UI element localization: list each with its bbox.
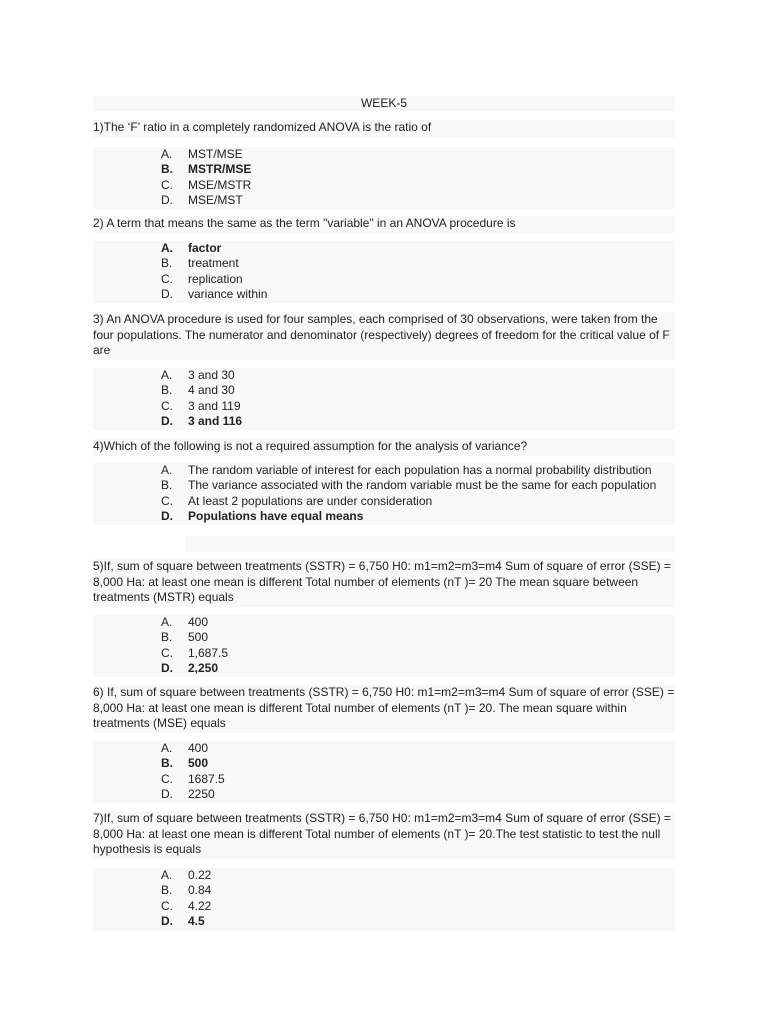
option-letter: C. <box>161 398 173 413</box>
options-q1 <box>93 147 675 209</box>
option-letter: C. <box>161 898 173 913</box>
option-row <box>93 256 675 271</box>
option-letter: A. <box>161 463 173 477</box>
option-row <box>93 661 675 676</box>
option-letter: D. <box>161 914 173 929</box>
option-text: 2,250 <box>188 661 219 676</box>
option-row <box>93 772 675 787</box>
option-list <box>93 615 675 677</box>
option-text: The variance associated with the random variable must be the same for each population <box>188 478 657 493</box>
option-text: MSE/MSTR <box>188 177 252 192</box>
option-text: MSE/MST <box>188 193 243 208</box>
option-row <box>93 287 675 302</box>
option-list <box>93 241 675 303</box>
option-row <box>93 193 675 208</box>
option-text: 4.22 <box>188 898 212 913</box>
option-row <box>93 463 675 478</box>
option-letter: B. <box>161 478 173 493</box>
option-letter: B. <box>161 883 173 898</box>
option-letter: B. <box>161 383 173 398</box>
option-letter: C. <box>161 177 173 192</box>
option-list <box>93 368 675 430</box>
option-row <box>93 868 675 883</box>
option-row <box>93 615 675 630</box>
option-text: 500 <box>188 630 209 645</box>
option-row <box>93 241 675 256</box>
option-text: 3 and 116 <box>188 414 243 429</box>
options-q3 <box>93 368 675 430</box>
option-letter: C. <box>161 771 173 786</box>
option-text: 1687.5 <box>188 771 225 786</box>
options-q5 <box>93 615 675 677</box>
option-row <box>93 509 675 524</box>
option-row <box>93 383 675 398</box>
option-text: replication <box>188 271 243 286</box>
option-letter: A. <box>161 147 173 161</box>
option-text: Populations have equal means <box>188 509 364 524</box>
question-7: 7)If, sum of square between treatments (SSTR) = 6,750 H0: m1=m2=m3=m4 Sum of square of error (SSE) = 8,000 Ha: at least one mean is different Total number of elements (nT )= 20.The test statistic to test the null hypothesis is equals <box>93 811 675 859</box>
option-text: 4 and 30 <box>188 383 235 398</box>
option-text: 0.84 <box>188 883 212 898</box>
option-row <box>93 646 675 661</box>
option-row <box>93 399 675 414</box>
option-row <box>93 147 675 162</box>
options-q4 <box>93 463 675 525</box>
option-letter: B. <box>161 756 173 771</box>
option-letter: D. <box>161 287 173 302</box>
option-letter: D. <box>161 193 173 208</box>
option-letter: C. <box>161 493 173 508</box>
question-4: 4)Which of the following is not a required assumption for the analysis of variance? <box>93 439 675 456</box>
option-text: 400 <box>188 741 209 755</box>
option-row <box>93 756 675 771</box>
option-text: 1,687.5 <box>188 645 229 660</box>
option-letter: A. <box>161 368 173 382</box>
option-row <box>93 178 675 193</box>
option-text: MSTR/MSE <box>188 162 252 177</box>
question-2: 2) A term that means the same as the term "variable" in an ANOVA procedure is <box>93 216 675 233</box>
option-text: 400 <box>188 615 209 629</box>
options-q2 <box>93 241 675 303</box>
option-letter: A. <box>161 868 173 882</box>
options-q6 <box>93 741 675 803</box>
option-letter: D. <box>161 414 173 429</box>
option-text: 4.5 <box>188 914 205 929</box>
option-text: At least 2 populations are under consideration <box>188 493 433 508</box>
option-text: MST/MSE <box>188 147 243 161</box>
option-list <box>93 868 675 930</box>
option-text: treatment <box>188 256 239 271</box>
option-text: 500 <box>188 756 209 771</box>
option-row <box>93 494 675 509</box>
option-letter: B. <box>161 162 173 177</box>
option-row <box>93 883 675 898</box>
option-list <box>93 463 675 525</box>
option-letter: B. <box>161 256 173 271</box>
option-row <box>93 899 675 914</box>
option-letter: B. <box>161 630 173 645</box>
option-letter: D. <box>161 509 173 524</box>
question-6: 6) If, sum of square between treatments (SSTR) = 6,750 H0: m1=m2=m3=m4 Sum of square of error (SSE) = 8,000 Ha: at least one mean is different Total number of elements (nT )= 20. The mean square within treatments (MSE) equals <box>93 685 675 733</box>
option-row <box>93 368 675 383</box>
option-row <box>93 630 675 645</box>
option-letter: D. <box>161 787 173 802</box>
option-letter: C. <box>161 645 173 660</box>
question-5: 5)If, sum of square between treatments (SSTR) = 6,750 H0: m1=m2=m3=m4 Sum of square of error (SSE) = 8,000 Ha: at least one mean is different Total number of elements (nT )= 20 The mean square between treatments (MSTR) equals <box>93 559 675 607</box>
option-row <box>93 914 675 929</box>
option-text: The random variable of interest for each population has a normal probability distribution <box>188 463 652 477</box>
page-title: WEEK-5 <box>93 96 675 111</box>
option-letter: C. <box>161 271 173 286</box>
option-list <box>93 741 675 803</box>
option-text: 0.22 <box>188 868 212 882</box>
option-text: 3 and 119 <box>188 398 241 413</box>
option-letter: D. <box>161 661 173 676</box>
option-row <box>93 478 675 493</box>
option-row <box>93 787 675 802</box>
option-letter: A. <box>161 741 173 755</box>
option-letter: A. <box>161 241 173 255</box>
question-3: 3) An ANOVA procedure is used for four samples, each comprised of 30 observations, were taken from the four populations. The numerator and denominator (respectively) degrees of freedom for the critical value of F are <box>93 312 675 360</box>
option-text: 2250 <box>188 787 215 802</box>
option-row <box>93 272 675 287</box>
option-text: factor <box>188 241 222 255</box>
question-1: 1)The ‘F’ ratio in a completely randomized ANOVA is the ratio of <box>93 120 675 138</box>
options-q7 <box>93 868 675 931</box>
option-text: variance within <box>188 287 268 302</box>
option-row <box>93 741 675 756</box>
option-text: 3 and 30 <box>188 368 235 382</box>
option-list <box>93 147 675 209</box>
blank-row <box>186 536 675 552</box>
option-row <box>93 162 675 177</box>
option-row <box>93 414 675 429</box>
option-letter: A. <box>161 615 173 629</box>
